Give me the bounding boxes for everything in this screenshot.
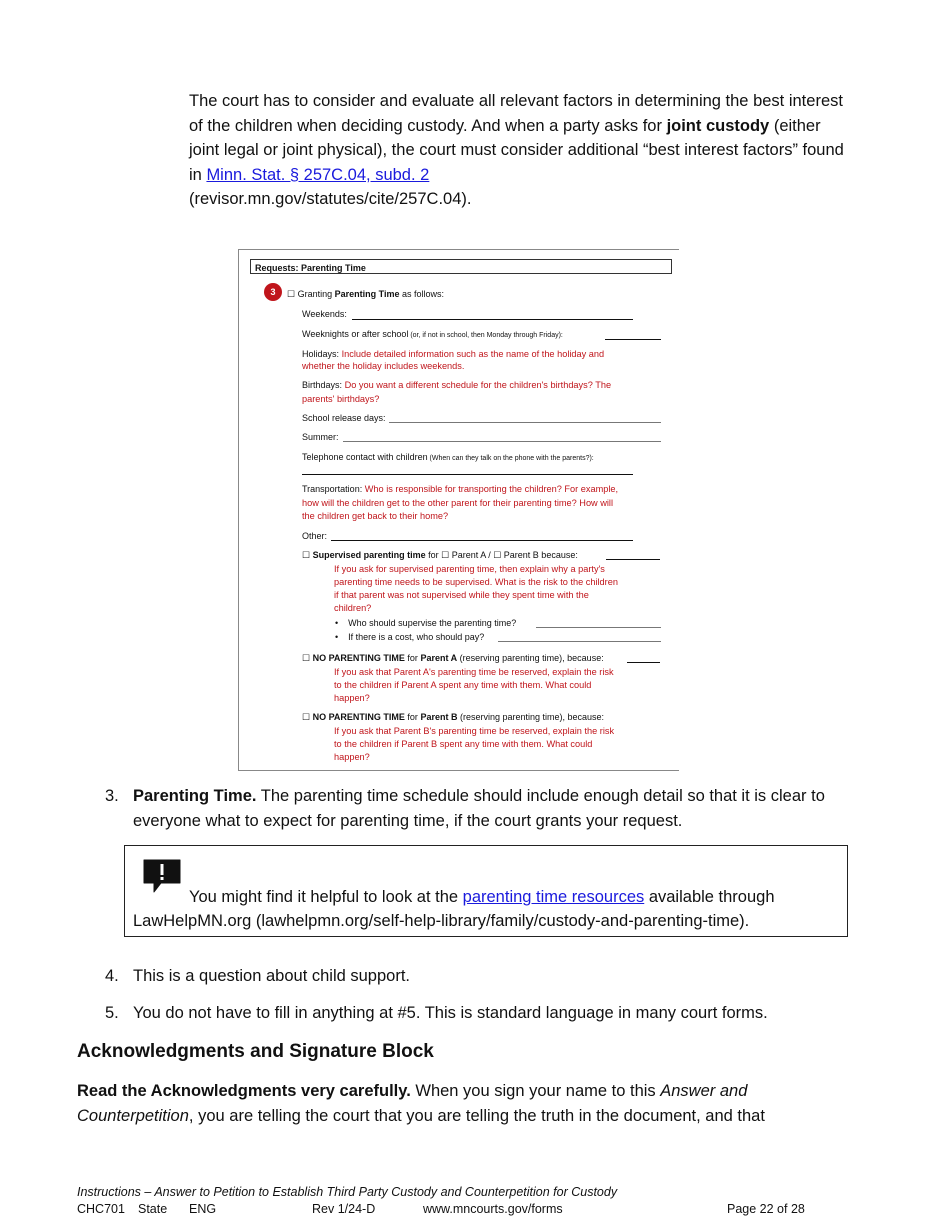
intro-text-2: (either joint legal or joint physical), the court must consider additional “best interest factors” found in [189,116,844,184]
footer-code: CHC701 [77,1202,125,1216]
no-pb-bold: NO PARENTING TIME [312,712,405,722]
parent-b-bold: Parent B [420,712,458,722]
holidays-red-2: whether the holiday includes weekends. [302,361,465,371]
supervised-red-2: parenting time needs to be supervised. What is the risk to the children [334,577,618,587]
no-pa-bold: NO PARENTING TIME [312,653,405,663]
ack-text-2: , you are telling the court that you are telling the truth in the document, and that [188,1106,765,1125]
birthdays-label [302,379,611,391]
grant-text-2: as follows: [399,289,445,299]
section-heading: Acknowledgments and Signature Block [77,1041,434,1062]
footer-url: www.mncourts.gov/forms [423,1202,563,1216]
transport-text: Transportation: [302,484,363,494]
intro-text-3: (revisor.mn.gov/statutes/cite/257C.04). [189,190,472,208]
weeknights-small: (or, if not in school, then Monday through Friday): [408,332,563,339]
birthdays-text: Birthdays: [302,380,343,390]
footer-rev: Rev 1/24-D [312,1202,376,1216]
holidays-text: Holidays: [302,349,340,359]
holidays-label [302,348,604,360]
exclamation-icon [142,858,182,894]
item-3-bold: Parenting Time. [133,787,257,805]
grant-text: Granting [297,289,335,299]
transport-red-3: the children get back to their home? [302,511,449,521]
item-3-number: 3. [105,787,119,805]
supervised-bold: Supervised parenting time [312,550,426,560]
note-line-2: LawHelpMN.org (lawhelpmn.org/self-help-library/family/custody-and-parenting-time). [133,912,750,930]
for-pb: for [404,712,421,722]
no-pb-rest: (reserving parenting time), because: [457,712,605,722]
supervised-red-3: if that parent was not supervised while they spent time with the [334,590,589,600]
supervised-for: for [425,550,442,560]
form-excerpt-image [238,249,679,771]
bullet-1: • Who should supervise the parenting time? [335,618,517,628]
telephone-small: (When can they talk on the phone with the parents?): [427,455,594,462]
ack-bold: Read the Acknowledgments very carefully. [77,1082,411,1100]
weekends-label: Weekends: [302,309,347,319]
item-4-number: 4. [105,967,119,985]
form-header: Requests: Parenting Time [250,259,672,274]
item-3-text [133,784,843,833]
no-pa-red-1: If you ask that Parent A's parenting time be reserved, explain the risk [334,667,614,677]
form-number-badge: 3 [264,283,282,301]
no-pb-red-3: happen? [334,752,370,762]
no-pb-red-1: If you ask that Parent B's parenting time be reserved, explain the risk [334,726,615,736]
no-pa-red-3: happen? [334,693,370,703]
summer-label: Summer: [302,432,339,442]
no-pb-red-2: to the children if Parent B spent any time with them. What could [334,739,593,749]
school-label: School release days: [302,413,386,423]
birthdays-red-1: Do you want a different schedule for the children's birthdays? The [342,380,612,390]
intro-paragraph [189,89,849,212]
note-box [124,845,848,937]
item-5-text: You do not have to fill in anything at #5. This is standard language in many court forms. [133,1004,768,1022]
grant-line [287,288,444,300]
no-parenting-b-line: ☐ NO PARENTING TIME for Parent B (reserving parenting time), because: [302,712,605,722]
no-pa-rest: (reserving parenting time), because: [457,653,604,663]
telephone-text: Telephone contact with children [302,452,428,462]
footer-state: State [138,1202,168,1216]
no-parenting-a-line: ☐ NO PARENTING TIME for Parent A (reserving parenting time), because: [302,653,604,663]
birthdays-red-2: parents' birthdays? [302,394,380,404]
grant-bold: Parenting Time [334,289,400,299]
weeknights-text: Weeknights or after school [302,329,409,339]
ack-text-1: When you sign your name to this [410,1082,661,1100]
statute-link[interactable]: Minn. Stat. § 257C.04, subd. 2 [206,165,430,184]
footer-title: Instructions – Answer to Petition to Establish Third Party Custody and Counterpetition for Custody [77,1185,618,1199]
bullet-1-text: Who should supervise the parenting time? [348,618,517,628]
intro-text-1: The court has to consider and evaluate all relevant factors in determining the best interest of the children when deciding custody. And when a party asks for [189,92,843,135]
bullet-2-text: If there is a cost, who should pay? [348,632,485,642]
parent-a-bold: Parent A [420,653,458,663]
item-4-text: This is a question about child support. [133,967,410,985]
other-label: Other: [302,531,328,541]
supervised-line: ☐ Supervised parenting time for ☐ Parent A / ☐ Parent B because: [302,550,578,560]
weeknights-label [302,328,563,342]
checkbox-icon: ☐ [287,289,296,299]
ack-italic: Answer and Counterpetition [77,1082,748,1125]
no-pa-red-2: to the children if Parent A spent any time with them. What could [334,680,592,690]
item-3-body: The parenting time schedule should include enough detail so that it is clear to everyone what to expect for parenting time, if the court grants your request. [133,787,825,830]
supervised-options: ☐ Parent A / ☐ Parent B because: [441,550,578,560]
note-line-1 [189,885,775,910]
note-text-1: You might find it helpful to look at the [189,888,463,906]
footer-lang: ENG [189,1202,217,1216]
supervised-red-1: If you ask for supervised parenting time, then explain why a party's [334,564,605,574]
footer-page: Page 22 of 28 [727,1202,805,1216]
item-5-number: 5. [105,1004,119,1022]
holidays-red-1: Include detailed information such as the name of the holiday and [339,349,605,359]
joint-custody-bold: joint custody [666,116,770,135]
note-text-2: available through [644,888,775,906]
transport-red-1: Who is responsible for transporting the children? For example, [362,484,619,494]
for-pa: for [404,653,421,663]
transport-red-2: how will the children get to the other parent for their parenting time? How will [302,498,614,508]
parenting-resources-link[interactable]: parenting time resources [462,888,645,906]
ack-paragraph [77,1079,837,1128]
transport-label [302,483,618,495]
supervised-red-4: children? [334,603,372,613]
bullet-2: • If there is a cost, who should pay? [335,632,485,642]
telephone-label [302,451,594,465]
